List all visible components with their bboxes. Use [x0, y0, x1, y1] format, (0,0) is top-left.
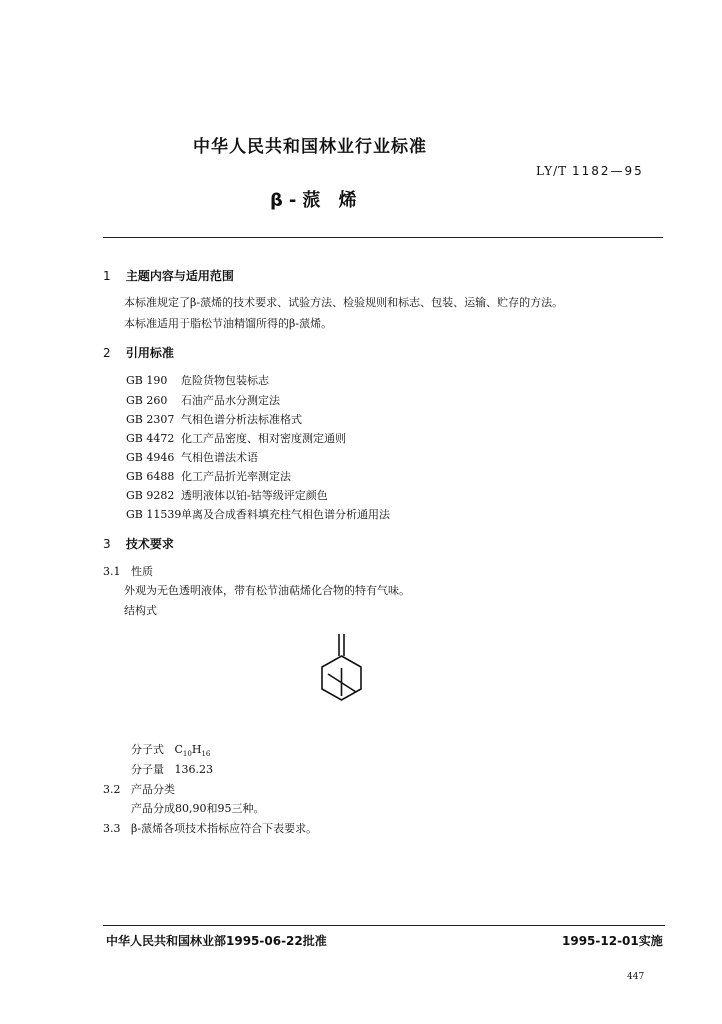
subsection-3-2-title: 产品分类 [131, 783, 175, 796]
standard-code [536, 164, 644, 178]
org-title: 中华人民共和国林业行业标准 [193, 137, 427, 157]
subsection-3-1-number: 3.1 [103, 565, 121, 578]
subsection-3-1-title: 性质 [131, 565, 153, 578]
footer-divider [103, 925, 665, 926]
section-1-number: 1 [103, 269, 111, 283]
structural-formula-diagram [312, 632, 372, 710]
reference-item [126, 372, 269, 388]
subsection-3-2-number: 3.2 [103, 783, 121, 796]
reference-title: 气相色谱分析法标准格式 [181, 413, 302, 426]
molecular-formula [131, 741, 210, 758]
section-2-heading [103, 344, 174, 361]
approval-statement: 中华人民共和国林业部1995-06-22批准 [106, 934, 327, 948]
reference-title: 气相色谱法术语 [181, 451, 258, 464]
reference-code: GB 2307 [126, 413, 175, 426]
reference-item [126, 468, 291, 484]
standard-prefix: LY/T [536, 164, 568, 178]
reference-code: GB 11539 [126, 508, 182, 521]
reference-title: 单离及合成香料填充柱气相色谱分析通用法 [181, 508, 390, 521]
reference-code: GB 4946 [126, 451, 175, 464]
reference-item [126, 449, 258, 465]
reference-code: GB 260 [126, 394, 168, 407]
reference-code: GB 190 [126, 374, 168, 387]
subsection-3-1-heading [103, 563, 153, 579]
reference-item [126, 411, 302, 427]
reference-item [126, 392, 280, 408]
subsection-3-3-text: β-蒎烯各项技术指标应符合下表要求。 [131, 822, 318, 835]
section-1-title: 主题内容与适用范围 [125, 269, 234, 283]
subsection-3-2-heading [103, 781, 175, 797]
product-name: β-蒎 烯 [270, 190, 363, 211]
reference-code: GB 6488 [126, 470, 175, 483]
molecular-mass-value: 136.23 [174, 763, 213, 776]
reference-code: GB 4472 [126, 432, 175, 445]
section-1-paragraph-2: 本标准适用于脂松节油精馏所得的β-蒎烯。 [124, 317, 333, 330]
standard-number: 1182—95 [572, 164, 644, 178]
section-2-title: 引用标准 [125, 346, 174, 360]
molecular-formula-h-subscript: 16 [201, 750, 211, 759]
reference-title: 透明液体以铂-钴等级评定颜色 [181, 489, 328, 502]
reference-title: 石油产品水分测定法 [181, 394, 280, 407]
molecular-formula-c: C [174, 743, 183, 756]
reference-title: 化工产品密度、相对密度测定通则 [181, 432, 346, 445]
product-classification: 产品分成80,90和95三种。 [131, 802, 265, 815]
section-3-title: 技术要求 [125, 537, 174, 551]
molecular-formula-c-subscript: 10 [182, 750, 192, 759]
reference-item [126, 506, 390, 522]
molecular-mass [131, 761, 213, 777]
section-1-heading [103, 267, 234, 284]
subsection-3-3-number: 3.3 [103, 822, 121, 835]
reference-code: GB 9282 [126, 489, 175, 502]
reference-title: 化工产品折光率测定法 [181, 470, 291, 483]
header-divider [103, 237, 663, 238]
molecular-formula-h: H [191, 743, 202, 756]
reference-title: 危险货物包装标志 [181, 374, 269, 387]
structure-formula-label: 结构式 [124, 604, 157, 617]
subsection-3-3 [103, 820, 317, 836]
section-3-heading [103, 535, 174, 552]
effective-date: 1995-12-01实施 [562, 934, 663, 948]
property-description: 外观为无色透明液体，带有松节油萜烯化合物的特有气味。 [124, 584, 410, 597]
page-number: 447 [627, 972, 645, 982]
molecular-formula-label: 分子式 [131, 743, 164, 756]
section-2-number: 2 [103, 346, 111, 360]
section-3-number: 3 [103, 537, 111, 551]
reference-item [126, 430, 346, 446]
section-1-paragraph-1: 本标准规定了β-蒎烯的技术要求、试验方法、检验规则和标志、包装、运输、贮存的方法。 [124, 296, 564, 309]
reference-item [126, 487, 328, 503]
molecular-mass-label: 分子量 [131, 763, 164, 776]
